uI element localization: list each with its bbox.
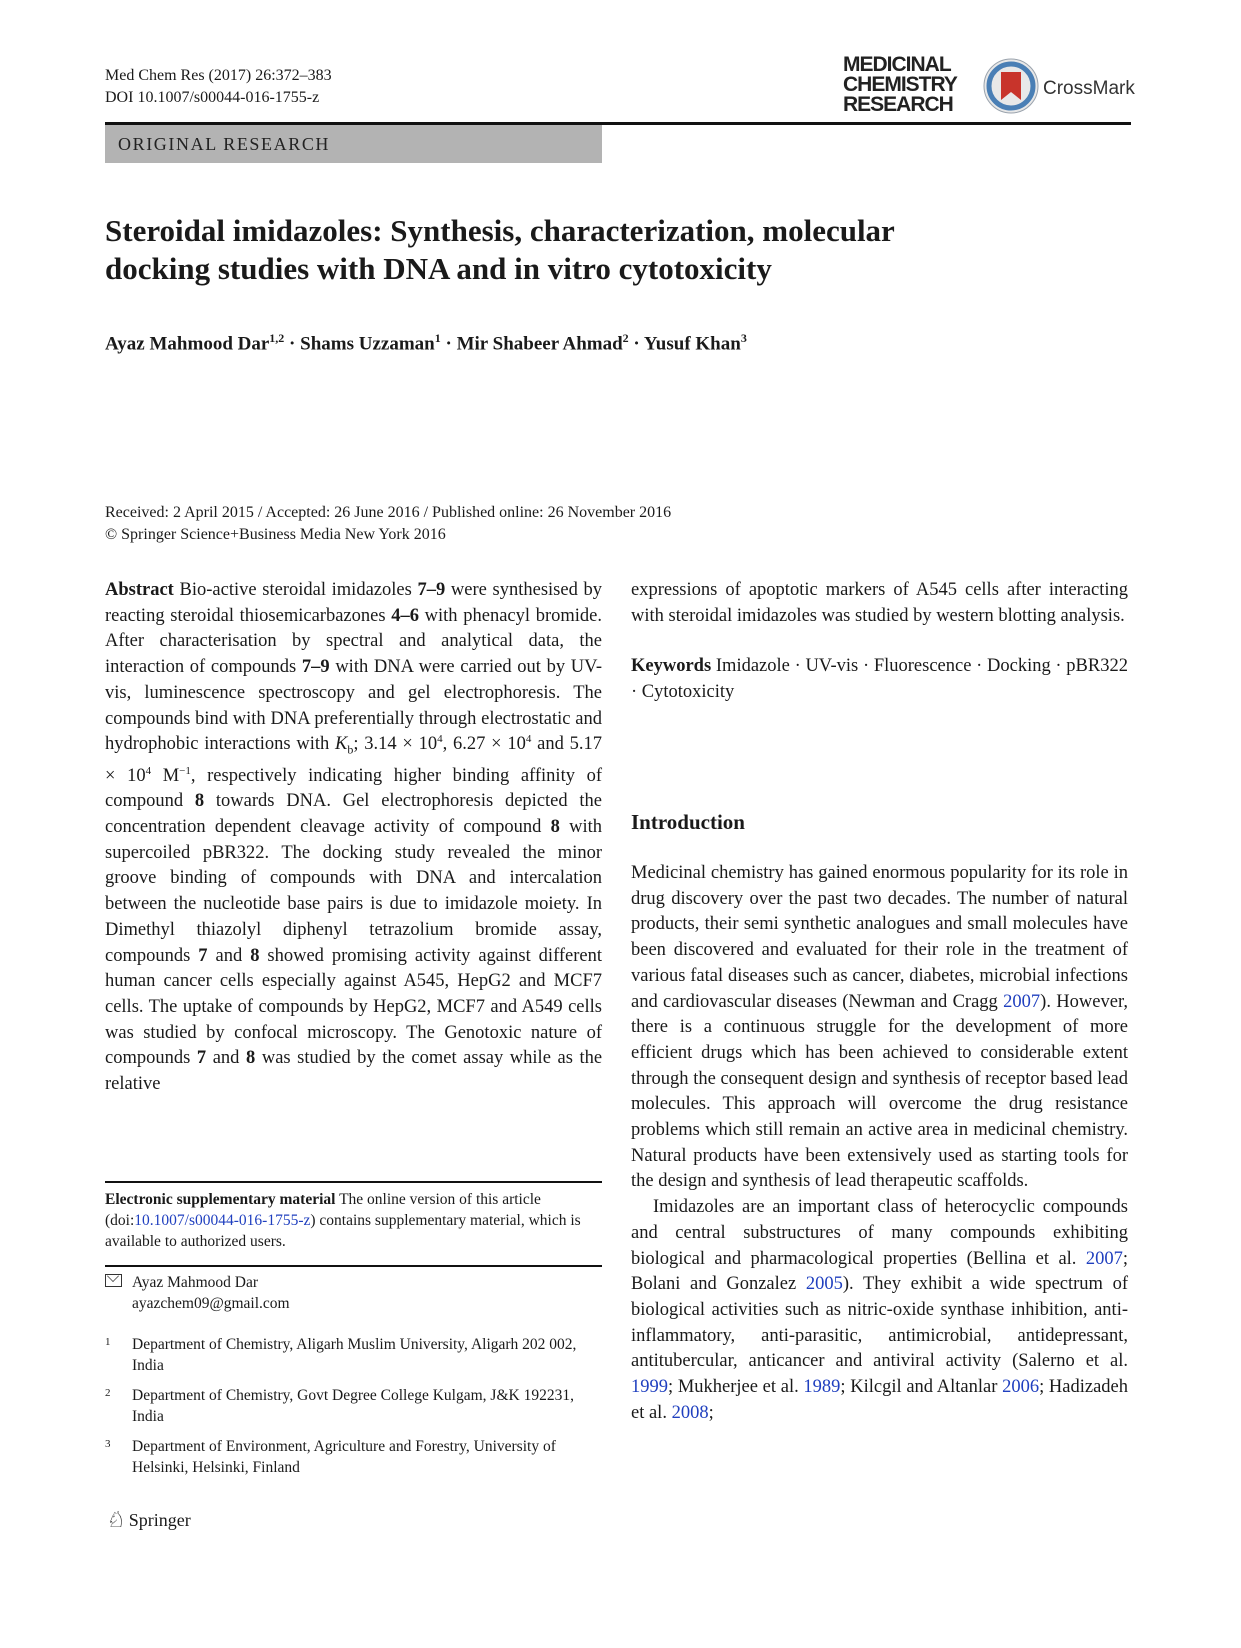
abstract-text: expressions of apoptotic markers of A545 cells after interacting with steroidal imidazoles was studied by western blotting analysis. — [631, 580, 1128, 626]
affiliation-number: 3 — [105, 1438, 111, 1450]
journal-logo-line: RESEARCH — [843, 93, 953, 116]
author-name[interactable]: Mir Shabeer Ahmad — [456, 333, 623, 355]
paragraph-text: Medicinal chemistry has gained enormous popularity for its role in drug discovery over the past two decades. The number of natural products, their semi synthetic analogues and small molecules have been discovered and evaluated for their role in the treatment of various fatal diseases such as cancer, diabetes, microbial infections and cardiovascular diseases (Newman and Cragg — [631, 863, 1128, 1012]
compound-ref: 8 — [246, 1048, 256, 1069]
abstract-text: Bio-active steroidal imidazoles — [179, 580, 412, 600]
abstract-heading: Abstract — [105, 580, 174, 600]
citation-link[interactable]: 2007 — [1085, 1248, 1123, 1269]
author-name[interactable]: Shams Uzzaman — [300, 333, 435, 355]
esm-text: ) contains supplementary material, which is available to authorized users. — [105, 1212, 581, 1250]
keywords-list: Imidazole · UV-vis · Fluorescence · Docking · pBR322 · Cytotoxicity — [631, 656, 1128, 703]
esm-heading: Electronic supplementary material — [105, 1191, 336, 1208]
abstract-text: , 6.27 × 10 — [442, 734, 526, 755]
footnote-rule — [105, 1265, 602, 1267]
author-name[interactable]: Yusuf Khan — [643, 333, 741, 355]
citation-link[interactable]: 1989 — [803, 1377, 841, 1398]
paragraph-text: ; — [708, 1402, 714, 1423]
compound-ref: 8 — [250, 945, 260, 966]
abstract-text: , respectively indicating higher binding affinity of compound — [105, 765, 603, 812]
compound-ref: 7 — [196, 1048, 207, 1069]
article-title — [105, 212, 1005, 288]
binding-constant-subscript: b — [347, 742, 354, 757]
affiliation-text: Department of Chemistry, Govt Degree College Kulgam, J&K 192231, India — [132, 1387, 574, 1425]
exponent: 4 — [145, 764, 152, 777]
author-affiliation: 3 — [740, 331, 747, 345]
copyright-line: © Springer Science+Business Media New York 2016 — [105, 526, 446, 543]
abstract-text: showed promising activity against different human cancer cells especially against A545, HepG2 and MCF7 cells. The uptake of compounds by HepG2, MCF7 and A549 cells was studied by confocal microscopy. The Genotoxic nature of compounds — [105, 945, 603, 1069]
abstract-text: and — [212, 1048, 240, 1069]
compound-ref: 8 — [550, 817, 560, 838]
author-separator: · — [445, 333, 452, 355]
author-list — [105, 325, 747, 357]
abstract-text: towards DNA. Gel electrophoresis depicted the concentration dependent cleavage activity of compound — [105, 791, 603, 838]
keywords-heading: Keywords — [631, 656, 712, 677]
title-line: Steroidal imidazoles: Synthesis, characterization, molecular — [105, 213, 895, 248]
esm-text: The online version of this article (doi: — [105, 1191, 541, 1229]
author-affiliation: 2 — [622, 331, 629, 345]
paragraph-text: ). However, there is a continuous struggle for the development of more efficient drugs which has been achieved to considerable extent through the consequent design and synthesis of receptor based lead molecules. This approach will overcome the drug resistance problems which still remain an active area in medicinal chemistry. Natural products have been extensively used as starting tools for the design and synthesis of lead therapeutic scaffolds. — [631, 991, 1128, 1192]
footnote-rule — [105, 1181, 602, 1183]
crossmark-icon[interactable] — [983, 58, 1039, 114]
author-separator: · — [289, 333, 296, 355]
abstract — [105, 578, 602, 1098]
correspondent-email[interactable]: ayazchem09@gmail.com — [132, 1295, 290, 1312]
abstract-text: with phenacyl bromide. After characterisation by spectral and analytical data, the interaction of compounds — [105, 605, 602, 678]
journal-citation — [105, 65, 332, 109]
dates-line: Received: 2 April 2015 / Accepted: 26 June 2016 / Published online: 26 November 2016 — [105, 504, 672, 521]
paragraph-text: ; Mukherjee et al. — [668, 1377, 799, 1398]
correspondence — [105, 1272, 602, 1314]
abstract-text: and — [215, 945, 243, 966]
affiliation — [105, 1385, 602, 1427]
keywords — [631, 654, 1128, 705]
paragraph-text: ). They exhibit a wide spectrum of biological activities such as nitric-oxide synthase inhibition, anti-inflammatory, anti-parasitic, antimicrobial, antidepressant, antitubercular, anticancer and antiviral activity (Salerno et al. — [631, 1274, 1129, 1372]
title-line: docking studies with DNA and in vitro cytotoxicity — [105, 251, 772, 286]
publisher-name: Springer — [128, 1509, 191, 1530]
binding-constant-symbol: K — [335, 734, 348, 755]
citation-line: Med Chem Res (2017) 26:372–383 — [105, 67, 332, 84]
paragraph — [631, 1195, 1128, 1426]
affiliation — [105, 1436, 602, 1478]
compound-ref: 7–9 — [301, 657, 330, 678]
paragraph-text: ; Bolani and Gonzalez — [631, 1248, 1128, 1295]
compound-ref: 7 — [198, 945, 208, 966]
author-separator: · — [633, 333, 640, 355]
history — [105, 502, 671, 546]
supplementary-note — [105, 1189, 602, 1252]
abstract-text: were synthesised by reacting steroidal thiosemicarbazones — [105, 580, 603, 626]
author-affiliation: 1,2 — [269, 331, 285, 345]
abstract-text: ; 3.14 × 10 — [353, 734, 438, 755]
citation-link[interactable]: 2008 — [671, 1402, 709, 1423]
exponent: 4 — [437, 733, 443, 746]
compound-ref: 8 — [194, 791, 205, 812]
crossmark-label[interactable]: CrossMark — [1043, 78, 1135, 99]
author-name[interactable]: Ayaz Mahmood Dar — [105, 333, 270, 355]
abstract-continued — [631, 578, 1128, 706]
introduction-body — [631, 861, 1128, 1426]
compound-ref: 4–6 — [391, 605, 419, 626]
citation-link[interactable]: 2005 — [805, 1274, 843, 1295]
citation-link[interactable]: 2007 — [1003, 991, 1041, 1012]
citation-link[interactable]: 2006 — [1002, 1377, 1040, 1398]
affiliation — [105, 1334, 602, 1376]
paragraph — [631, 861, 1128, 1195]
author-affiliation: 1 — [434, 331, 441, 345]
journal-logo-line: MEDICINAL — [843, 53, 951, 76]
affiliation-number: 2 — [105, 1387, 111, 1399]
paragraph-text: ; Kilcgil and Altanlar — [840, 1377, 998, 1398]
compound-ref: 7–9 — [417, 580, 446, 600]
springer-horse-icon: ♘ — [105, 1507, 125, 1532]
exponent: 4 — [525, 733, 532, 746]
abstract-text: was studied by the comet assay while as the relative — [105, 1048, 603, 1095]
journal-logo-line: CHEMISTRY — [843, 73, 957, 96]
abstract-text: and 5.17 × 10 — [105, 734, 603, 786]
correspondent-name: Ayaz Mahmood Dar — [132, 1274, 258, 1291]
affiliation-text: Department of Chemistry, Aligarh Muslim University, Aligarh 202 002, India — [132, 1336, 577, 1374]
affiliation-text: Department of Environment, Agriculture and Forestry, University of Helsinki, Helsinki, Finland — [132, 1438, 556, 1476]
journal-logo — [843, 55, 957, 115]
exponent: −1 — [179, 764, 191, 777]
abstract-text: with DNA were carried out by UV-vis, luminescence spectroscopy and gel electrophoresis. The compounds bind with DNA preferentially through electrostatic and hydrophobic interactions with — [105, 657, 602, 755]
affiliation-number: 1 — [105, 1336, 111, 1348]
section-heading: Introduction — [631, 810, 745, 834]
abstract-body — [105, 578, 602, 1098]
paragraph-text: ; Hadizadeh et al. — [631, 1377, 1128, 1423]
doi-link[interactable]: 10.1007/s00044-016-1755-z — [134, 1212, 311, 1229]
section-tag: ORIGINAL RESEARCH — [105, 125, 602, 163]
abstract-text: with supercoiled pBR322. The docking study revealed the minor groove binding of compounds with DNA and intercalation between the nucleotide base pairs is due to imidazole moiety. In Dimethyl thiazolyl diphenyl tetrazolium bromide assay, compounds — [105, 817, 603, 966]
doi-line: DOI 10.1007/s00044-016-1755-z — [105, 89, 320, 106]
abstract-text: M — [162, 765, 180, 786]
paragraph-text: Imidazoles are an important class of heterocyclic compounds and central substructures of many compounds exhibiting biological and pharmacological properties (Bellina et al. — [631, 1197, 1128, 1269]
citation-link[interactable]: 1999 — [631, 1377, 668, 1398]
page-footer — [105, 1507, 191, 1533]
envelope-icon — [105, 1272, 122, 1293]
